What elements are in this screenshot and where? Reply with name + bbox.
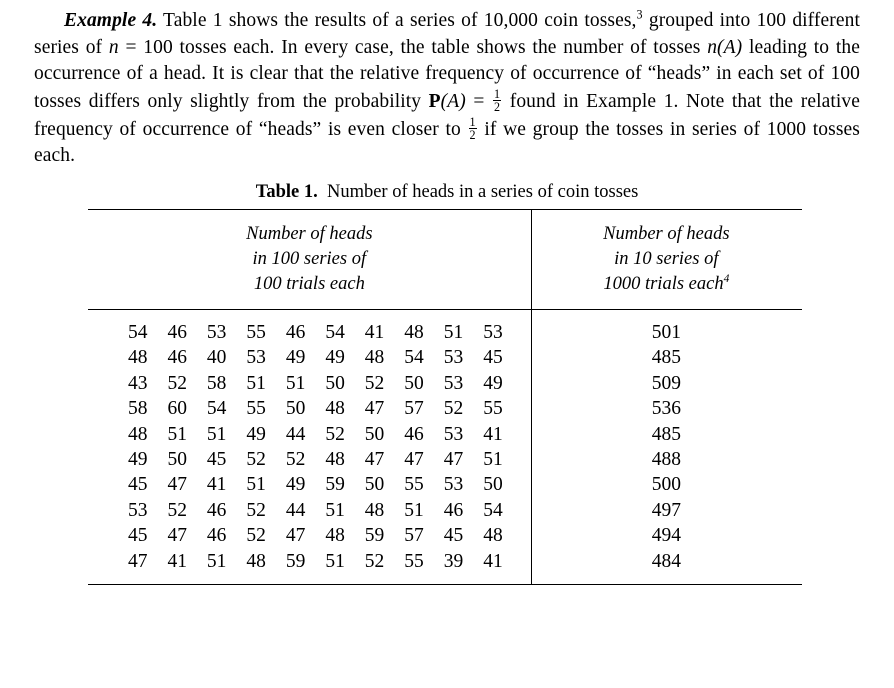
table-row [88,345,531,370]
footnote-marker-3: 3 [636,7,643,22]
equals-sign-1: = [465,91,493,113]
table-row [88,498,531,523]
cell: 49 [127,449,148,471]
table-header [88,210,802,309]
cell: 46 [167,322,187,344]
total-cell: 485 [651,347,681,369]
table-row [88,523,531,548]
footnote-marker-4: 4 [723,272,730,285]
cell: 48 [364,499,385,521]
table-body [88,310,802,584]
cell: 46 [443,499,464,521]
cell: 53 [127,499,148,521]
cell: 48 [483,525,503,547]
cell: 41 [483,423,503,445]
symbol-p-bold: P [428,91,441,113]
cell: 51 [404,499,424,521]
paragraph-text-1: Table 1 shows the results of a series of 10,000 coin tosses, [157,10,637,31]
cell: 46 [404,423,424,445]
cell: 39 [443,550,464,572]
cell: 50 [364,423,385,445]
header-left-line-3: 100 trials each [253,274,365,295]
table-vertical-divider-body [531,310,532,584]
cell: 48 [246,550,266,572]
cell: 46 [285,322,306,344]
total-cell: 484 [651,550,681,572]
fraction-numerator: 1 [469,114,476,129]
cell: 50 [285,398,306,420]
total-cell: 488 [651,449,681,471]
fraction-numerator: 1 [494,86,501,101]
cell: 51 [167,423,187,445]
cell: 58 [127,398,148,420]
total-cell: 501 [651,322,681,344]
paragraph-text-6: if we group the tosses in series of 1000 tosses each. [34,118,860,167]
cell: 51 [483,449,503,471]
cell: 46 [206,499,227,521]
cell: 52 [167,499,187,521]
cell: 52 [167,372,187,394]
paragraph-text-3: = 100 tosses each. In every case, the table shows the number of tosses [118,36,708,58]
cell: 45 [483,347,503,369]
cell: 60 [167,398,187,420]
cell: 41 [206,474,227,496]
cell: 51 [206,423,227,445]
total-cell: 497 [651,499,681,521]
cell: 55 [246,322,266,344]
cell: 47 [167,525,187,547]
cell: 53 [443,474,464,496]
fraction-denominator: 2 [494,99,501,114]
cell: 41 [364,322,385,344]
cell: 51 [246,474,266,496]
cell: 54 [127,322,148,344]
cell: 53 [443,347,464,369]
cell: 55 [483,398,503,420]
paragraph-text-2: grouped into 100 different series of [34,10,860,58]
cell: 49 [246,423,266,445]
cell: 51 [325,499,345,521]
total-cell: 494 [651,525,681,547]
cell: 50 [325,372,345,394]
cell: 50 [404,372,424,394]
cell: 53 [206,322,227,344]
cell: 47 [127,550,148,572]
cell: 49 [483,372,503,394]
total-cell: 500 [651,474,681,496]
symbol-p-arg: (A) [440,91,466,113]
cell: 45 [127,525,148,547]
cell: 51 [206,550,227,572]
cell: 52 [364,372,385,394]
total-cell: 509 [651,372,681,394]
cell: 54 [206,398,227,420]
total-cell: 536 [651,398,681,420]
symbol-n: n [108,36,119,58]
cell: 47 [404,449,424,471]
cell: 47 [167,474,187,496]
example-label: Example 4. [64,10,158,31]
cell: 52 [443,398,464,420]
cell: 52 [246,449,266,471]
cell: 45 [443,525,464,547]
cell: 52 [246,525,266,547]
table-body-right [531,310,802,574]
total-cell: 485 [651,423,681,445]
header-left-line-1: Number of heads [246,224,373,245]
cell: 55 [404,474,424,496]
table-row [88,422,531,447]
cell: 51 [443,322,464,344]
table-bottom-rule [88,584,802,585]
cell: 54 [483,499,503,521]
data-table [88,209,802,585]
paragraph-text-4: leading to the occurrence of a head. It is clear that the relative frequency of occurrence of “heads” in each set of 100 tosses differs only slightly from the probability [34,36,860,113]
cell: 41 [483,550,503,572]
cell: 48 [127,423,148,445]
header-right-line-1: Number of heads [603,224,730,245]
table-caption [0,182,894,203]
table-header-right [531,210,802,309]
cell: 47 [364,398,385,420]
cell: 51 [325,550,345,572]
cell: 43 [127,372,148,394]
table-row [88,320,531,345]
cell: 48 [364,347,385,369]
cell: 50 [483,474,503,496]
cell: 59 [285,550,306,572]
table-row [88,549,531,574]
header-right-line-3 [531,272,802,297]
cell: 44 [285,499,306,521]
cell: 53 [443,372,464,394]
cell: 46 [167,347,187,369]
header-right-line-3-text: 1000 trials each [603,274,724,295]
example-paragraph [34,8,860,170]
cell: 51 [285,372,306,394]
fraction-denominator: 2 [469,127,476,142]
table-caption-label: Table 1. [255,182,318,203]
cell: 41 [167,550,187,572]
table-row [88,396,531,421]
table-row [88,472,531,497]
cell: 49 [285,474,306,496]
cell: 59 [364,525,385,547]
table-vertical-divider [531,210,532,309]
cell: 52 [285,449,306,471]
cell: 53 [246,347,266,369]
cell: 48 [325,449,345,471]
symbol-n-of-a: n(A) [707,36,743,58]
cell: 51 [246,372,266,394]
cell: 59 [325,474,345,496]
cell: 55 [404,550,424,572]
cell: 50 [167,449,187,471]
document-page [0,8,894,688]
cell: 48 [404,322,424,344]
cell: 46 [206,525,227,547]
fraction-one-half-2 [469,116,477,141]
table-caption-text: Number of heads in a series of coin tosses [326,182,639,203]
cell: 52 [246,499,266,521]
cell: 48 [127,347,148,369]
paragraph-text-5: found in Example 1. Note that the relative frequency of occurrence of “heads” is even closer to [34,91,860,140]
cell: 49 [325,347,345,369]
cell: 54 [404,347,424,369]
header-right-line-2: in 10 series of [614,249,719,270]
cell: 47 [443,449,464,471]
cell: 40 [206,347,227,369]
cell: 45 [206,449,227,471]
table-row [88,371,531,396]
cell: 50 [364,474,385,496]
cell: 47 [285,525,306,547]
cell: 49 [285,347,306,369]
cell: 47 [364,449,385,471]
cell: 52 [325,423,345,445]
cell: 48 [325,525,345,547]
cell: 54 [325,322,345,344]
cell: 53 [483,322,503,344]
cell: 45 [127,474,148,496]
table-body-left [88,310,531,574]
cell: 53 [443,423,464,445]
table-row [88,447,531,472]
cell: 48 [325,398,345,420]
header-left-line-2: in 100 series of [252,249,367,270]
cell: 44 [285,423,306,445]
cell: 52 [364,550,385,572]
fraction-one-half-1 [493,88,501,113]
cell: 57 [404,525,424,547]
cell: 55 [246,398,266,420]
table-header-left [88,210,531,309]
cell: 57 [404,398,424,420]
cell: 58 [206,372,227,394]
